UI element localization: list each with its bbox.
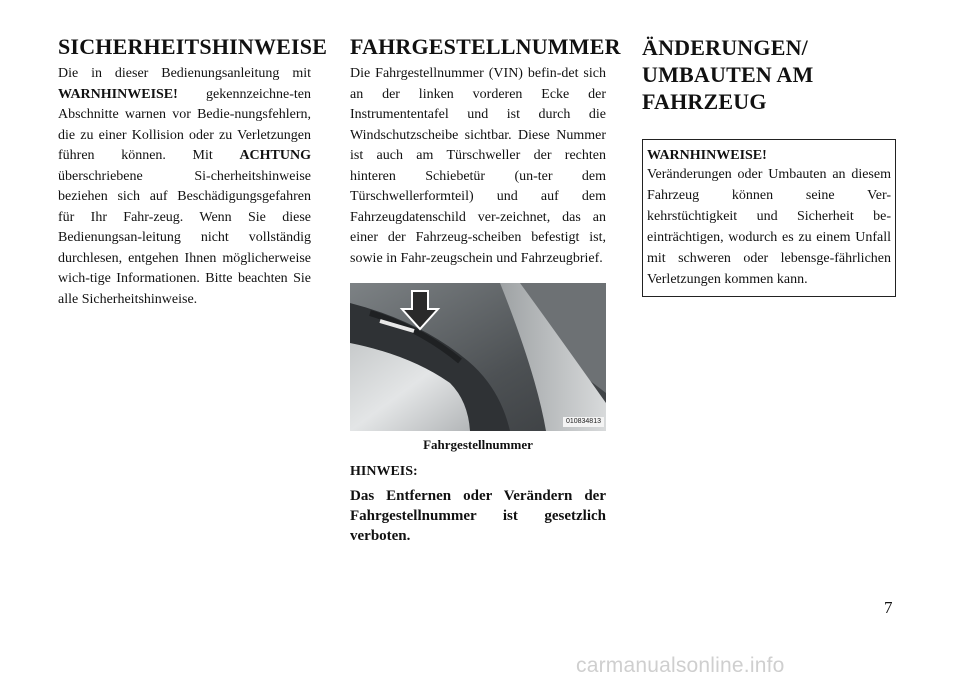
figure-caption: Fahrgestellnummer	[423, 437, 533, 452]
warning-title: WARNHINWEISE!	[647, 148, 767, 163]
note-text: Das Entfernen oder Verändern der Fahrgestellnummer ist gesetzlich verboten.	[350, 488, 606, 544]
safety-strong-warning: WARNHINWEISE!	[58, 86, 178, 102]
modifications-section	[642, 34, 896, 297]
safety-text-b: gekennzeichne-ten Abschnitte warnen vor Bedie-nungsfehlern, die zu einer Kollision oder zu Verletzungen führen können. Mit	[58, 86, 311, 163]
vin-paragraph: Die Fahrgestellnummer (VIN) befin-det sich an der linken vorderen Ecke der Instrumententafel und ist durch die Windschutzscheibe sichtbar. Diese Nummer ist auch am Türschweller der rechten hinteren Schiebetür (un-ter dem Türschwellerformteil) und auf dem Fahrzeugdatenschild ver-zeichnet, das an einer der Fahrzeug-scheiben befestigt ist, sowie in Fahr-zeugschein und Fahrzeugbrief.	[350, 66, 606, 266]
safety-section	[58, 34, 328, 310]
modifications-title	[642, 34, 896, 115]
figure-id-label: 010834813	[563, 417, 604, 427]
safety-text-c: überschriebene Si-cherheitshinweise beziehen sich auf Beschädigungsgefahren für Ihr Fahr-zeug. Wenn Sie diese Bedienungsan-leitung nicht vollständig durchlesen, entgehen Ihnen möglicherweise wich-tige Informationen. Bitte beachten Sie alle Sicherheitshinweise.	[58, 168, 311, 307]
safety-paragraph	[58, 64, 311, 310]
watermark-text: carmanualsonline.info	[576, 654, 785, 677]
note-label: HINWEIS:	[350, 464, 418, 479]
windshield-photo-illustration	[350, 283, 606, 431]
safety-strong-caution: ACHTUNG	[239, 148, 311, 163]
safety-title: SICHERHEITSHINWEISE	[58, 34, 328, 59]
vin-title: FAHRGESTELLNUMMER	[350, 34, 621, 59]
modifications-title-line1: ÄNDERUNGEN/	[642, 35, 808, 60]
vin-section	[350, 34, 621, 546]
warning-text: Veränderungen oder Umbauten an diesem Fahrzeug können seine Ver-kehrstüchtigkeit und Sicherheit be-einträchtigen, wodurch es zu einem Unfall mit schweren oder lebensge-fährlichen Verletzungen kommen kann.	[647, 167, 891, 287]
modifications-title-line3: FAHRZEUG	[642, 89, 767, 114]
warning-box	[642, 139, 896, 297]
modifications-title-line2: UMBAUTEN AM	[642, 62, 814, 87]
safety-text-a: Die in dieser Bedienungsanleitung mit	[58, 66, 311, 81]
page-number: 7	[884, 598, 893, 617]
vin-location-photo	[350, 283, 606, 431]
